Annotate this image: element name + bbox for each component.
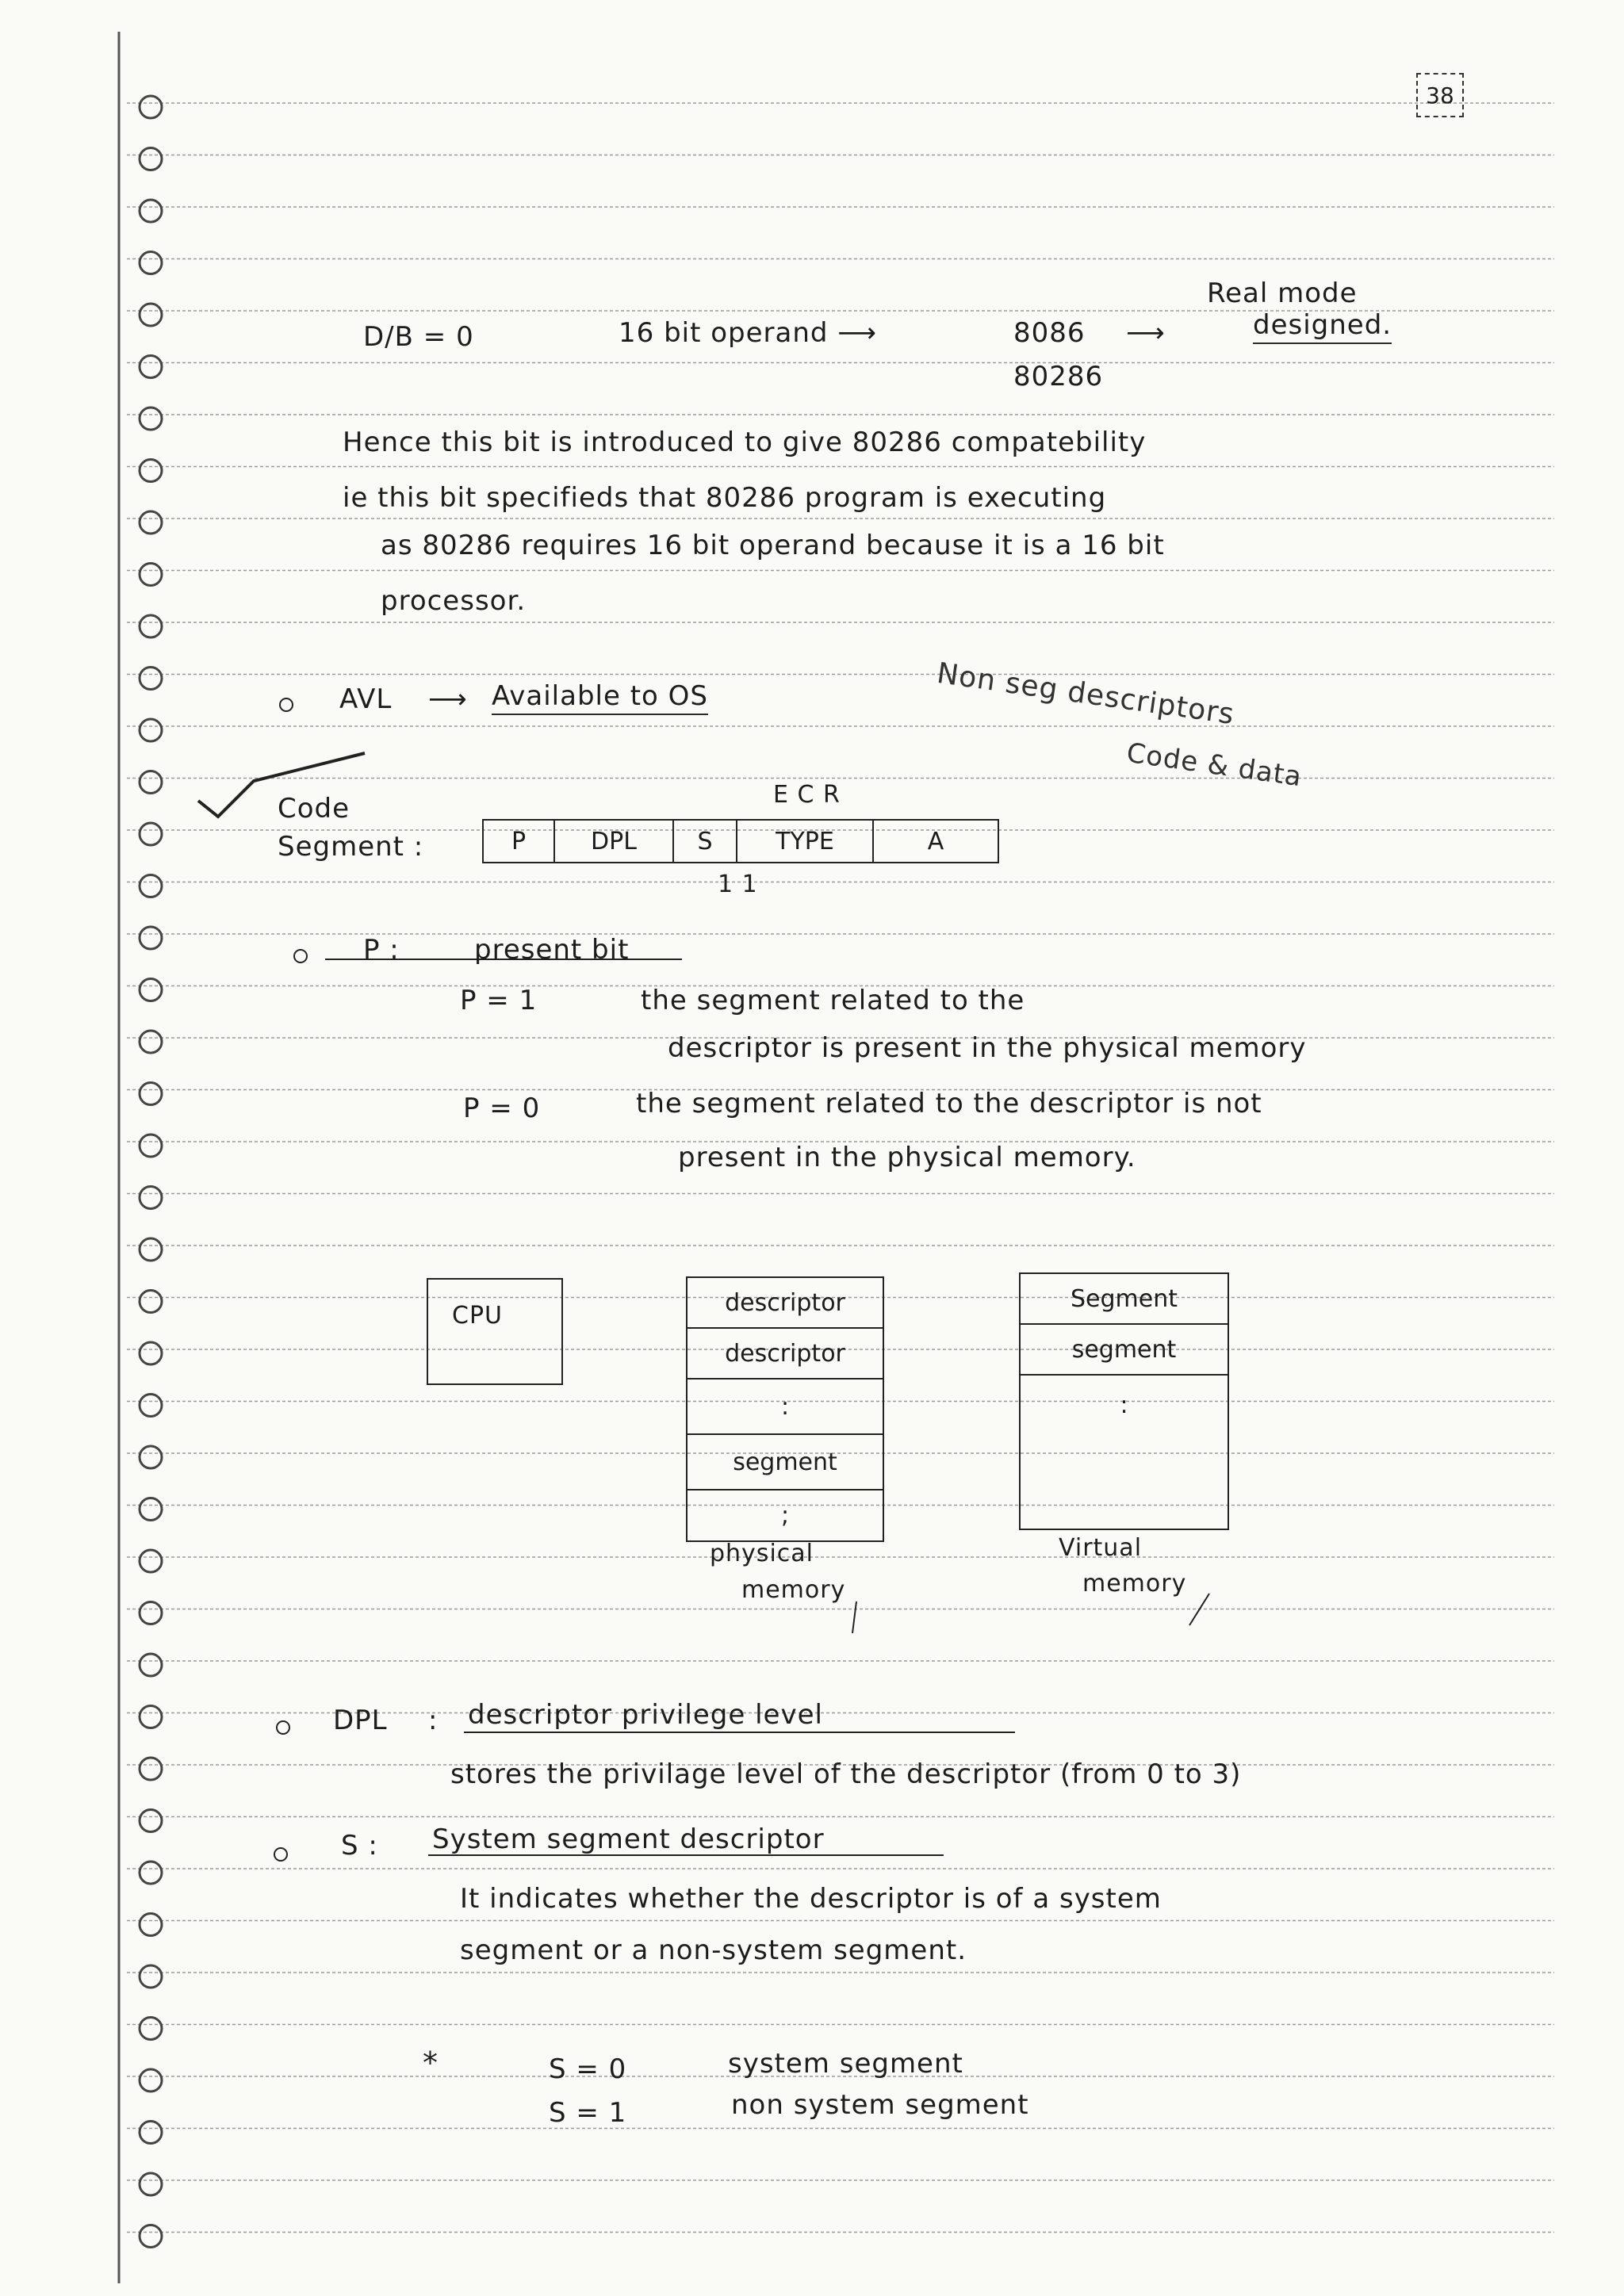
dpl-title: descriptor privilege level — [468, 1699, 823, 1731]
virtual-memory-box — [1019, 1272, 1229, 1530]
star-icon: * — [423, 2045, 439, 2080]
virtual-row: : — [1120, 1391, 1128, 1419]
spiral-hole — [140, 564, 162, 586]
spiral-hole — [140, 460, 162, 482]
physical-memory-box — [686, 1276, 884, 1542]
spiral-hole — [140, 668, 162, 690]
memory-label: memory — [741, 1576, 846, 1604]
p-equals-0: P = 0 — [463, 1093, 541, 1124]
field-a: A — [927, 827, 944, 855]
para-line-4: processor. — [381, 585, 527, 617]
cpu-label: CPU — [452, 1302, 503, 1330]
field-type: TYPE — [737, 821, 874, 862]
para-line-3: as 80286 requires 16 bit operand because it is a 16 bit — [381, 530, 1165, 561]
p1-text-b: descriptor is present in the physical memory — [668, 1032, 1307, 1064]
type-bits: 1 1 — [718, 871, 758, 898]
cpu-box — [427, 1278, 563, 1385]
field-s: S — [674, 821, 737, 862]
spiral-hole — [140, 823, 162, 845]
bullet-icon — [279, 698, 293, 712]
s-equals-0: S = 0 — [549, 2053, 627, 2085]
dpl-label: DPL — [333, 1705, 388, 1736]
spiral-hole — [140, 148, 162, 170]
spiral-hole — [140, 1291, 162, 1313]
s-title: System segment descriptor — [432, 1823, 825, 1855]
physical-row: ; — [780, 1502, 790, 1529]
chip-8086: 8086 — [1013, 317, 1086, 349]
s-equals-1: S = 1 — [549, 2097, 627, 2129]
bullet-icon — [276, 1720, 290, 1735]
physical-row: descriptor — [688, 1278, 883, 1329]
spiral-hole — [140, 979, 162, 1001]
chip-80286: 80286 — [1013, 361, 1104, 392]
virtual-row: segment — [1021, 1325, 1228, 1376]
bullet-icon — [293, 949, 308, 963]
ecr-label: E C R — [773, 781, 841, 809]
margin-note-non-seg: Non seg descriptors — [934, 656, 1237, 732]
arrow-icon: ⟶ — [1126, 317, 1166, 349]
para-line-1: Hence this bit is introduced to give 80286 compatebility — [343, 427, 1147, 458]
real-mode-note: Real mode — [1207, 277, 1358, 309]
para-line-2: ie this bit specifieds that 80286 program is executing — [343, 482, 1107, 514]
physical-row: descriptor — [688, 1329, 883, 1380]
field-dpl: DPL — [555, 821, 674, 862]
s1-text: non system segment — [731, 2089, 1029, 2121]
spiral-hole — [140, 252, 162, 274]
segment-label: Segment : — [278, 831, 424, 863]
spiral-hole — [140, 1342, 162, 1364]
spiral-hole — [140, 1810, 162, 1832]
margin-note-code-data: Code & data — [1124, 737, 1304, 794]
spiral-hole — [140, 200, 162, 222]
spiral-hole — [140, 1031, 162, 1053]
p1-text-a: the segment related to the — [641, 985, 1025, 1016]
spiral-hole — [140, 304, 162, 326]
physical-row: : — [688, 1380, 883, 1435]
p0-text-a: the segment related to the descriptor is not — [636, 1088, 1262, 1119]
spiral-hole — [140, 1446, 162, 1468]
spiral-hole — [140, 1395, 162, 1417]
spiral-hole — [140, 1654, 162, 1676]
spiral-hole — [140, 2069, 162, 2091]
spiral-hole — [140, 1862, 162, 1884]
present-bit-title: present bit — [474, 934, 630, 966]
designed-note: designed. — [1253, 309, 1392, 344]
dpl-colon: : — [428, 1705, 439, 1736]
spiral-hole — [140, 511, 162, 534]
virtual-label: Virtual — [1059, 1534, 1143, 1562]
spiral-hole — [140, 875, 162, 897]
spiral-hole — [140, 1965, 162, 1988]
s-line-1: It indicates whether the descriptor is of a system — [460, 1883, 1162, 1915]
spiral-hole — [140, 408, 162, 430]
code-segment-fields — [482, 819, 999, 863]
spiral-hole — [140, 1083, 162, 1105]
spiral-hole — [140, 771, 162, 794]
arrow-icon: ⟶ — [428, 683, 468, 715]
spiral-hole — [140, 1602, 162, 1624]
spiral-hole — [140, 927, 162, 949]
virtual-row: Segment — [1021, 1274, 1228, 1325]
spiral-hole — [140, 719, 162, 741]
spiral-hole — [140, 1498, 162, 1521]
physical-label: physical — [710, 1540, 814, 1567]
s0-text: system segment — [728, 2048, 963, 2080]
spiral-hole — [140, 96, 162, 118]
db-label: D/B = 0 — [363, 321, 474, 353]
spiral-hole — [140, 1238, 162, 1261]
spiral-hole — [140, 615, 162, 637]
spiral-hole — [140, 356, 162, 378]
avl-text: Available to OS — [492, 680, 708, 715]
spiral-hole — [140, 2173, 162, 2195]
physical-row: segment — [688, 1435, 883, 1490]
p-equals-1: P = 1 — [460, 985, 538, 1016]
field-p: P — [484, 821, 555, 862]
spiral-hole — [140, 1914, 162, 1936]
spiral-hole — [140, 2225, 162, 2248]
p0-text-b: present in the physical memory. — [678, 1142, 1136, 1173]
db-operand-text: 16 bit operand ⟶ — [619, 317, 878, 349]
avl-label: AVL — [339, 683, 393, 715]
memory-label: memory — [1082, 1570, 1187, 1598]
spiral-hole — [140, 1135, 162, 1157]
code-label: Code — [278, 793, 350, 825]
s-label: S : — [341, 1830, 378, 1862]
spiral-hole — [140, 1758, 162, 1780]
p-label: P : — [363, 934, 400, 966]
dpl-text: stores the privilage level of the descriptor (from 0 to 3) — [450, 1758, 1242, 1790]
spiral-hole — [140, 1550, 162, 1572]
spiral-hole — [140, 2018, 162, 2040]
spiral-hole — [140, 2122, 162, 2144]
spiral-hole — [140, 1706, 162, 1728]
s-line-2: segment or a non-system segment. — [460, 1934, 967, 1966]
spiral-hole — [140, 1187, 162, 1209]
bullet-icon — [274, 1847, 288, 1862]
page-number: 38 — [1416, 73, 1464, 117]
